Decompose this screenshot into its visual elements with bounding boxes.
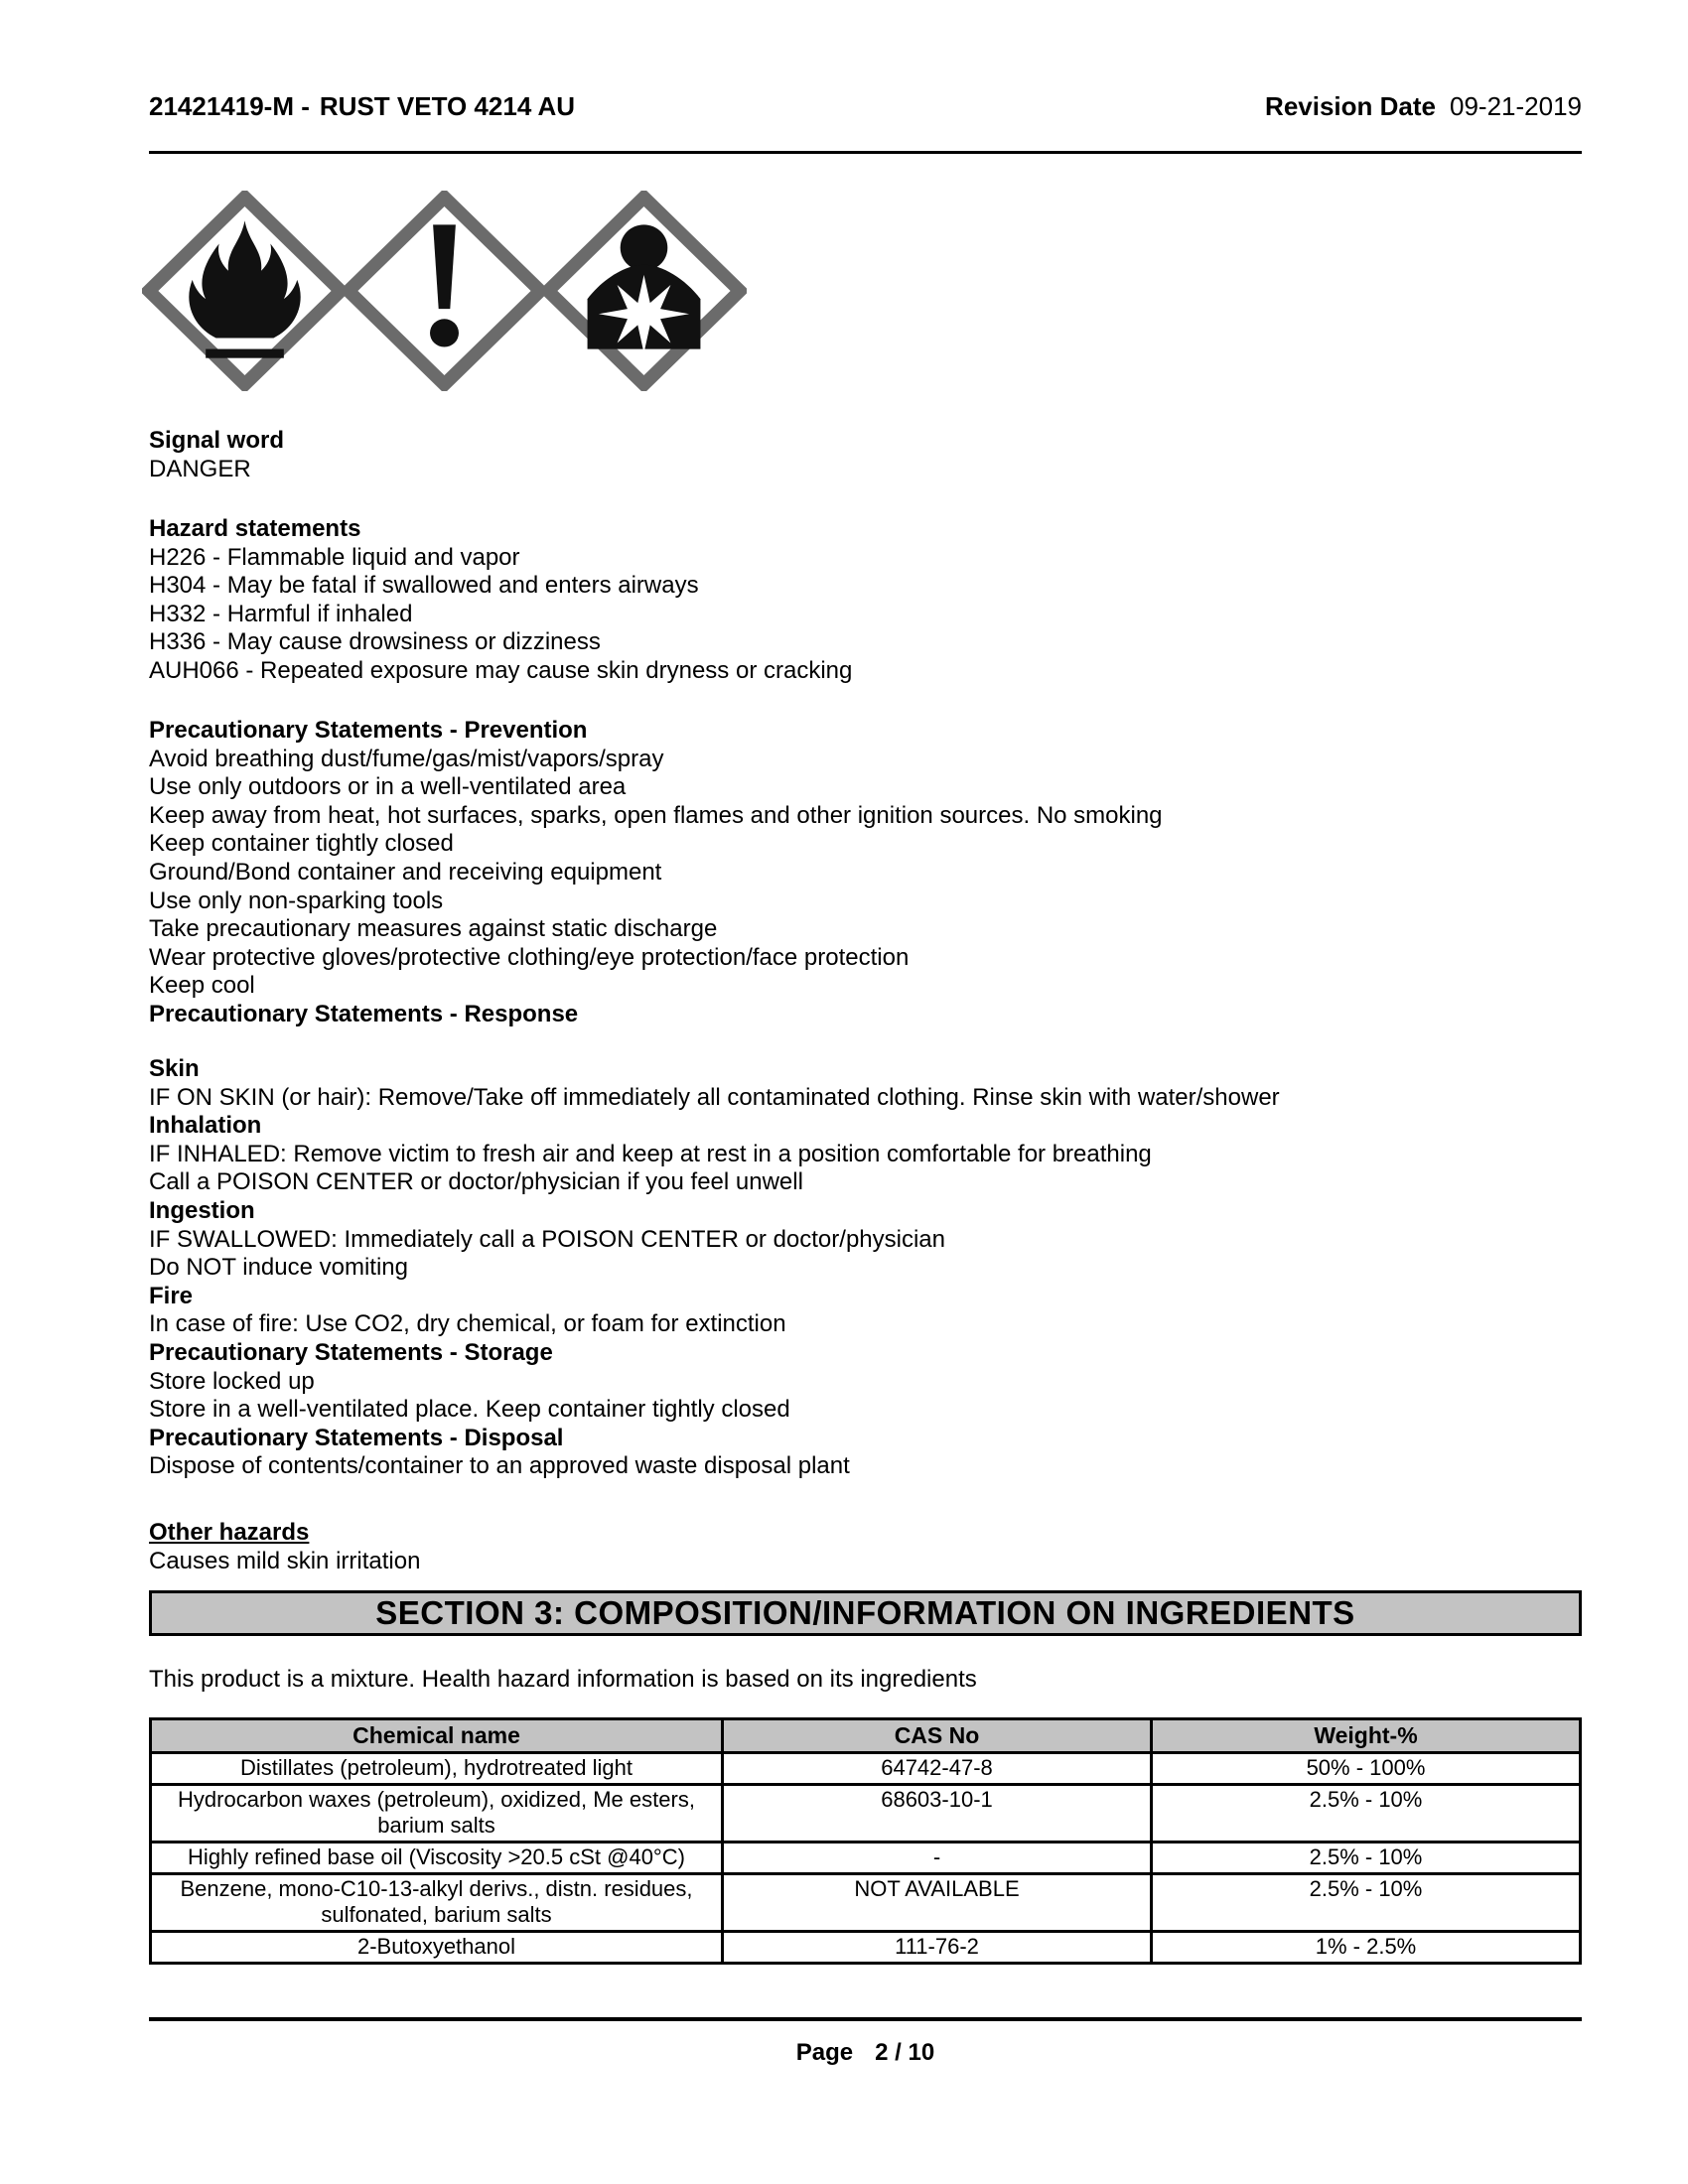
- response-line: Do NOT induce vomiting: [149, 1254, 408, 1282]
- cas-no-cell: NOT AVAILABLE: [723, 1874, 1152, 1932]
- product-name: RUST VETO 4214 AU: [319, 91, 576, 121]
- disposal-line: Dispose of contents/container to an approved waste disposal plant: [149, 1452, 850, 1480]
- storage-line: Store in a well-ventilated place. Keep container tightly closed: [149, 1396, 790, 1424]
- cas-no-cell: 111-76-2: [723, 1932, 1152, 1964]
- ingredients-table: [149, 1717, 1582, 1965]
- chemical-name-cell: Benzene, mono-C10-13-alkyl derivs., distn. residues, sulfonated, barium salts: [151, 1874, 723, 1932]
- footer-divider: [149, 2017, 1582, 2021]
- ghs-pictograms: [142, 191, 741, 391]
- table-row: [151, 1753, 1581, 1785]
- prevention-line: Use only outdoors or in a well-ventilated area: [149, 773, 627, 801]
- prevention-line: Take precautionary measures against static discharge: [149, 915, 718, 943]
- hazard-statement-line: H226 - Flammable liquid and vapor: [149, 543, 520, 571]
- response-line: IF ON SKIN (or hair): Remove/Take off immediately all contaminated clothing. Rinse skin with water/shower: [149, 1083, 1280, 1111]
- hazard-statements-title: Hazard statements: [149, 515, 361, 542]
- product-title: [149, 91, 585, 122]
- disposal-title: Precautionary Statements - Disposal: [149, 1424, 564, 1451]
- col-header-chemical-name: Chemical name: [151, 1719, 723, 1753]
- page-header: [149, 91, 1582, 122]
- cas-no-cell: 64742-47-8: [723, 1753, 1152, 1785]
- revision-date-value: 09-21-2019: [1450, 91, 1582, 121]
- chemical-name-cell: 2-Butoxyethanol: [151, 1932, 723, 1964]
- response-line: Call a POISON CENTER or doctor/physician if you feel unwell: [149, 1168, 803, 1196]
- page-footer: [149, 2039, 1582, 2067]
- ingredients-table-wrap: [149, 1717, 1582, 1965]
- section3-header-bar: [149, 1590, 1582, 1636]
- other-hazards-title: Other hazards: [149, 1519, 310, 1546]
- revision-date: [1265, 91, 1582, 122]
- table-row: [151, 1843, 1581, 1874]
- response-line: In case of fire: Use CO2, dry chemical, or foam for extinction: [149, 1310, 786, 1338]
- col-header-weight: Weight-%: [1152, 1719, 1581, 1753]
- response-fire-label: Fire: [149, 1282, 194, 1309]
- table-header-row: [151, 1719, 1581, 1753]
- hazard-statement-line: AUH066 - Repeated exposure may cause skin dryness or cracking: [149, 656, 853, 684]
- chemical-name-cell: Distillates (petroleum), hydrotreated light: [151, 1753, 723, 1785]
- signal-word-block: [149, 427, 1582, 483]
- product-code: 21421419-M -: [149, 91, 310, 121]
- cas-no-cell: 68603-10-1: [723, 1785, 1152, 1843]
- section3-intro: This product is a mixture. Health hazard information is based on its ingredients: [149, 1666, 977, 1693]
- health-hazard-pictogram-icon: [541, 191, 747, 391]
- prevention-line: Keep cool: [149, 972, 255, 1000]
- other-hazards-line: Causes mild skin irritation: [149, 1547, 421, 1574]
- weight-cell: 2.5% - 10%: [1152, 1843, 1581, 1874]
- table-row: [151, 1874, 1581, 1932]
- section3-title: SECTION 3: COMPOSITION/INFORMATION ON INGREDIENTS: [375, 1594, 1355, 1631]
- storage-line: Store locked up: [149, 1367, 315, 1395]
- hazard-statement-line: H336 - May cause drowsiness or dizziness: [149, 628, 601, 656]
- weight-cell: 2.5% - 10%: [1152, 1785, 1581, 1843]
- prevention-line: Keep away from heat, hot surfaces, sparks, open flames and other ignition sources. No smoking: [149, 801, 1163, 829]
- flame-pictogram-icon: [142, 191, 348, 391]
- hazard-statement-line: H304 - May be fatal if swallowed and enters airways: [149, 572, 699, 600]
- exclamation-mark-pictogram-icon: [342, 191, 547, 391]
- weight-cell: 2.5% - 10%: [1152, 1874, 1581, 1932]
- prevention-line: Wear protective gloves/protective clothing/eye protection/face protection: [149, 943, 910, 971]
- page-number: 2 / 10: [875, 2039, 935, 2066]
- signal-word-label: Signal word: [149, 427, 285, 454]
- col-header-cas-no: CAS No: [723, 1719, 1152, 1753]
- chemical-name-cell: Highly refined base oil (Viscosity >20.5 cSt @40°C): [151, 1843, 723, 1874]
- prevention-title: Precautionary Statements - Prevention: [149, 717, 588, 744]
- header-divider: [149, 151, 1582, 154]
- response-block: [149, 1055, 1582, 1481]
- response-line: IF SWALLOWED: Immediately call a POISON CENTER or doctor/physician: [149, 1225, 945, 1253]
- other-hazards-block: [149, 1519, 1582, 1575]
- prevention-line: Avoid breathing dust/fume/gas/mist/vapors/spray: [149, 745, 664, 772]
- page-label: Page: [795, 2039, 854, 2066]
- chemical-name-cell: Hydrocarbon waxes (petroleum), oxidized, Me esters, barium salts: [151, 1785, 723, 1843]
- table-row: [151, 1932, 1581, 1964]
- weight-cell: 1% - 2.5%: [1152, 1932, 1581, 1964]
- signal-word-value: DANGER: [149, 455, 251, 482]
- cas-no-cell: -: [723, 1843, 1152, 1874]
- response-skin-label: Skin: [149, 1055, 200, 1082]
- response-inhalation-label: Inhalation: [149, 1112, 262, 1140]
- prevention-block: [149, 717, 1582, 1029]
- response-ingestion-label: Ingestion: [149, 1196, 255, 1224]
- prevention-line: Use only non-sparking tools: [149, 887, 444, 914]
- hazard-statements-block: [149, 515, 1582, 686]
- revision-date-label: Revision Date: [1265, 91, 1436, 121]
- prevention-line: Ground/Bond container and receiving equipment: [149, 858, 662, 886]
- response-line: IF INHALED: Remove victim to fresh air and keep at rest in a position comfortable for breathing: [149, 1140, 1152, 1167]
- hazard-statement-line: H332 - Harmful if inhaled: [149, 600, 413, 627]
- prevention-line: Keep container tightly closed: [149, 830, 454, 858]
- weight-cell: 50% - 100%: [1152, 1753, 1581, 1785]
- response-title: Precautionary Statements - Response: [149, 1000, 579, 1027]
- storage-title: Precautionary Statements - Storage: [149, 1338, 553, 1366]
- table-row: [151, 1785, 1581, 1843]
